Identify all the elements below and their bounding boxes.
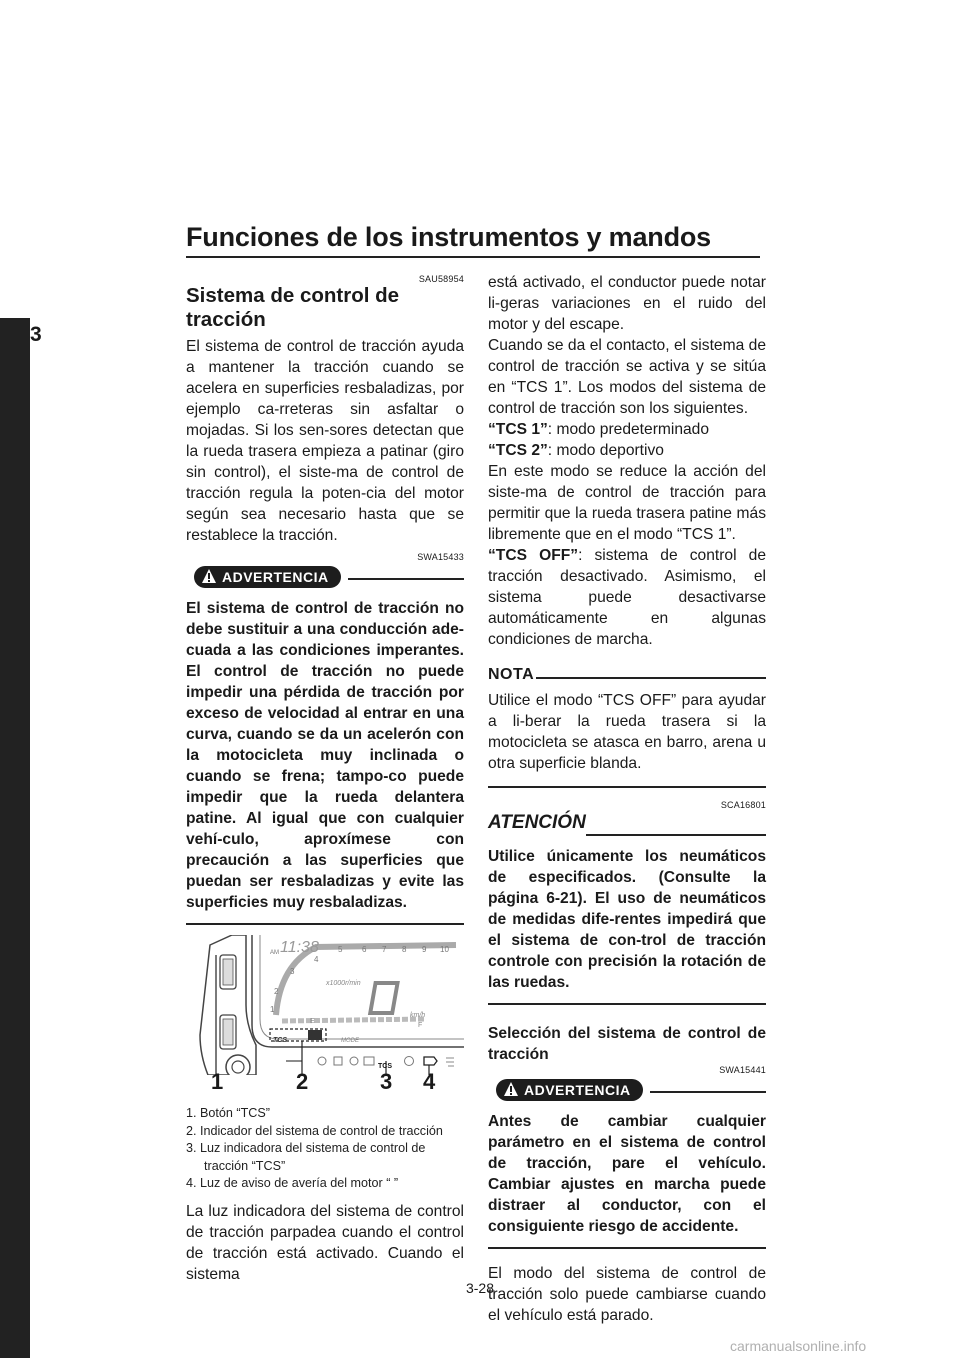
warning-end-rule-2 [488, 1247, 766, 1249]
dashboard-figure: AM 11:38 1 2 3 4 5 6 7 8 9 10 x1000r/min km/h E F MODE TCS TCS 1 2 3 4 [186, 935, 464, 1101]
page-title: Funciones de los instrumentos y mandos [186, 222, 711, 252]
warning-header [186, 564, 464, 592]
mode-tcs1: “TCS 1”: modo predeterminado [488, 421, 710, 438]
atencion-header [488, 810, 766, 842]
warning-text-2: Antes de cambiar cualquier parámetro en el sistema de control de tracción, pare el vehículo. Cambiar ajustes en marcha puede distraer al conductor, con el consiguiente riesgo de accidente. [488, 1112, 766, 1235]
warning-header-2 [488, 1077, 766, 1105]
tcs-light: TCS [378, 1063, 392, 1070]
warning-triangle-icon [201, 568, 217, 584]
atencion-end-rule [488, 1003, 766, 1005]
caption-item: 4. Luz de aviso de avería del motor “ ” [186, 1176, 399, 1190]
warning-triangle-icon [503, 1081, 519, 1097]
right-column [488, 272, 766, 1326]
warning-code: SWA15433 [417, 552, 464, 562]
callout-1: 1 [211, 1069, 224, 1094]
nota-text: Utilice el modo “TCS OFF” para ayudar a li-berar la rueda trasera si la motocicleta se atasca en barro, arena u otra superficie blanda. [488, 692, 766, 772]
title-rule [186, 256, 760, 258]
caption-item: 2. Indicador del sistema de control de tracción [186, 1123, 443, 1138]
warning-end-rule [186, 923, 464, 925]
chapter-tab [0, 318, 30, 1358]
mode-tcs-off: “TCS OFF”: sistema de control de tracción desactivado. Asimismo, el sistema puede desactivarse automáticamente en algunas condiciones de marcha. [488, 547, 766, 648]
left-column [186, 274, 464, 1285]
callout-4: 4 [423, 1069, 436, 1094]
engine-icon [424, 1057, 437, 1065]
intro-paragraph: El sistema de control de tracción ayuda a mantener la tracción cuando se acelera en superficies resbaladizas, por ejemplo ca-rreteras sin asfaltar o mojadas. Si los sen-sores detectan que la rueda trasera empieza a patinar (giro sin control), el siste-ma de control de tracción regula la poten-cia del motor según sea necesario hasta que se restablece la tracción. [186, 338, 464, 544]
paragraph-2: Cuando se da el contacto, el sistema de control de tracción se activa y se sitúa en “TCS 1”. Los modos del sistema de control de tracción son los siguientes. [488, 337, 766, 417]
callout-2: 2 [296, 1069, 309, 1094]
speed-unit: km/h [410, 1012, 426, 1019]
warning-label-2: ADVERTENCIA [524, 1081, 631, 1098]
rpm-label: x1000r/min [326, 980, 361, 987]
atencion-label: ATENCIÓN [488, 811, 586, 833]
subsection-heading: Selección del sistema de control de tracción [488, 1024, 766, 1063]
nota-label: NOTA [488, 666, 535, 683]
fuel-empty: E [310, 1018, 315, 1025]
warning-badge-2 [496, 1079, 643, 1101]
nota-header [488, 664, 766, 690]
final-paragraph: El modo del sistema de control de tracción solo puede cambiarse cuando el vehículo está parado. [488, 1264, 766, 1324]
watermark: carmanualsonline.info [730, 1338, 867, 1354]
warning-badge [194, 566, 341, 588]
page-number: 3-28 [465, 1280, 495, 1296]
chapter-number: 3 [30, 323, 42, 346]
nota-end-rule [488, 786, 766, 788]
warning-label: ADVERTENCIA [222, 569, 329, 585]
indicator-paragraph: La luz indicadora del sistema de control de tracción parpadea cuando el control de tracción está activado. Cuando el sistema [186, 1202, 464, 1283]
tcs-indicator: TCS [273, 1037, 287, 1044]
section-heading: Sistema de control de tracción [186, 284, 400, 331]
mode-tcs2: “TCS 2”: modo deportivo [488, 442, 664, 459]
paragraph-1: está activado, el conductor puede notar li-geras variaciones en el ruido del motor y del escape. [488, 274, 766, 333]
callout-3: 3 [380, 1069, 393, 1094]
mode-tcs2-description: En este modo se reduce la acción del siste-ma de control de tracción para permitir que la rueda trasera patine más libremente que en el modo “TCS 1”. [488, 463, 766, 543]
clock-ampm: AM [270, 950, 279, 956]
atencion-text: Utilice únicamente los neumáticos de especificados. (Consulte la página 6-21). El uso de neumáticos de medidas dife-rentes impedirá que el sistema de con-trol de tracción controle con precisión la rotación de las ruedas. [488, 847, 766, 991]
caption-item: 1. Botón “TCS” [186, 1106, 270, 1120]
warning-code-2: SWA15441 [719, 1064, 766, 1075]
warning-text: El sistema de control de tracción no debe sustituir a una conducción ade-cuada a las condiciones imperantes. El control de tracción no puede impedir una pérdida de tracción por exceso de velocidad al entrar en una curva, cuando se da un acelerón con la motocicleta muy inclinada o cuando se frena; tampo-co puede impedir que la rueda delantera patine. Al igual que con cualquier vehí-culo, aproxímese con precaución a las superficies que puedan ser resbaladizas y evite las superficies muy resbaladizas. [186, 600, 464, 911]
figure-captions [186, 1105, 464, 1193]
fuel-full: F [418, 1022, 423, 1029]
clock-display: 11:38 [280, 939, 319, 956]
caption-item: 3. Luz indicadora del sistema de control de tracción “TCS” [186, 1141, 426, 1173]
mode-label: MODE [341, 1038, 359, 1044]
atencion-code: SCA16801 [720, 799, 766, 810]
section-code: SAU58954 [418, 274, 464, 284]
